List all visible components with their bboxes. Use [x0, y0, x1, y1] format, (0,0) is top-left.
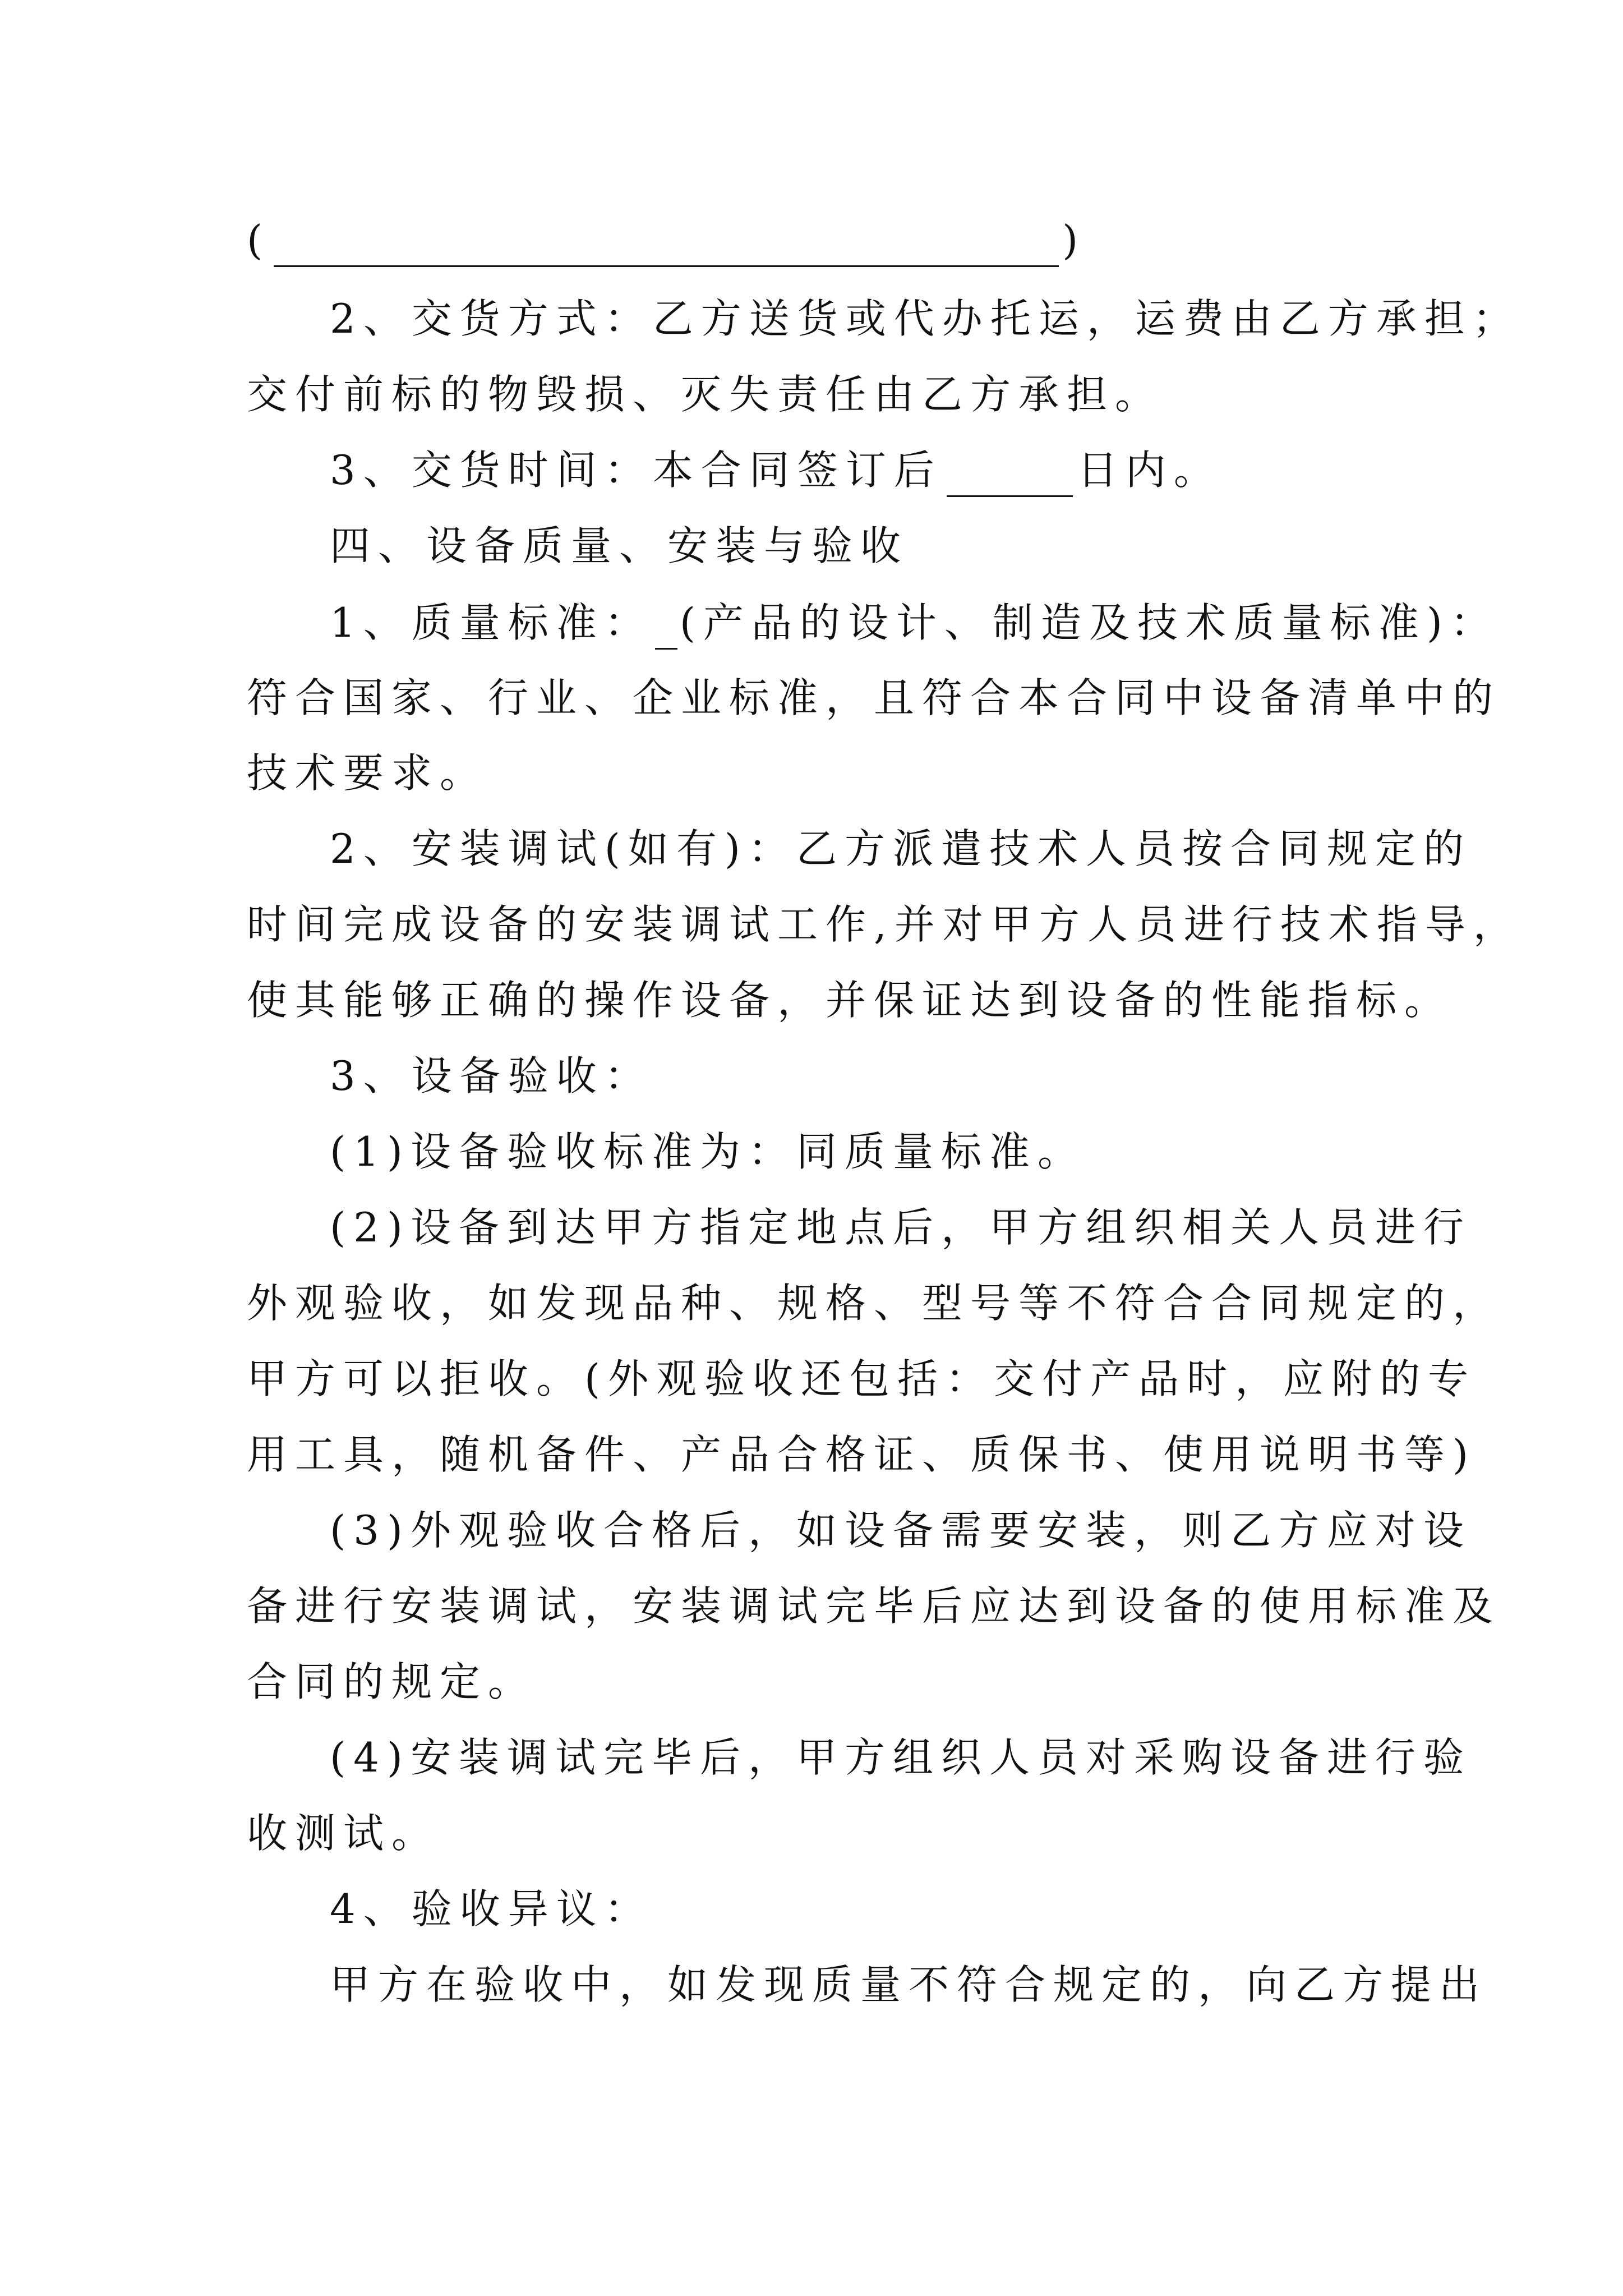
- acceptance-item-3-line-1: (3)外观验收合格后，如设备需要安装，则乙方应对设: [330, 1507, 1472, 1554]
- install-line-3: 使其能够正确的操作设备，并保证达到设备的性能指标。: [247, 977, 1453, 1024]
- acceptance-item-2-line-4: 用工具，随机备件、产品合格证、质保书、使用说明书等): [247, 1431, 1477, 1478]
- acceptance-item-2-line-1: (2)设备到达甲方指定地点后，甲方组织相关人员进行: [330, 1204, 1472, 1251]
- delivery-days-blank: [947, 455, 1073, 497]
- acceptance-item-4-line-1: (4)安装调试完毕后，甲方组织人员对采购设备进行验: [330, 1734, 1472, 1781]
- acceptance-item-3-line-3: 合同的规定。: [247, 1658, 537, 1705]
- quality-prefix: 1、质量标准：: [330, 599, 653, 646]
- objection-line-1: 甲方在验收中，如发现质量不符合规定的，向乙方提出: [330, 1961, 1488, 2008]
- blank-underline: [274, 225, 1059, 267]
- acceptance-item-2-line-2: 外观验收，如发现品种、规格、型号等不符合合同规定的，: [247, 1280, 1501, 1327]
- quality-line-1: [330, 596, 1498, 650]
- delivery-method-line-2: 交付前标的物毁损、灭失责任由乙方承担。: [247, 371, 1164, 418]
- delivery-time-suffix: 日内。: [1077, 447, 1222, 494]
- acceptance-item-4-line-2: 收测试。: [247, 1810, 440, 1857]
- delivery-time-line: [330, 443, 1222, 497]
- quality-line-3: 技术要求。: [247, 749, 488, 797]
- acceptance-item-3-line-2: 备进行安装调试，安装调试完毕后应达到设备的使用标准及: [247, 1582, 1501, 1630]
- acceptance-item-1: (1)设备验收标准为：同质量标准。: [330, 1128, 1086, 1175]
- objection-heading: 4、验收异议：: [330, 1885, 653, 1932]
- blank-fill-line: [247, 213, 1086, 267]
- quality-blank: [655, 608, 677, 650]
- section-four-heading: 四、设备质量、安装与验收: [330, 522, 909, 569]
- quality-line-2: 符合国家、行业、企业标准，且符合本合同中设备清单中的: [247, 674, 1501, 721]
- quality-suffix: (产品的设计、制造及技术质量标准)：: [679, 599, 1498, 646]
- install-line-1: 2、安装调试(如有)：乙方派遣技术人员按合同规定的: [330, 825, 1472, 872]
- acceptance-item-2-line-3: 甲方可以拒收。(外观验收还包括：交付产品时，应附的专: [247, 1355, 1477, 1402]
- close-paren: ): [1062, 217, 1086, 264]
- acceptance-heading: 3、设备验收：: [330, 1052, 653, 1099]
- delivery-time-prefix: 3、交货时间：本合同签订后: [330, 447, 942, 494]
- install-line-2: 时间完成设备的安装调试工作,并对甲方人员进行技术指导，: [247, 901, 1521, 948]
- open-paren: (: [247, 217, 271, 264]
- delivery-method-line-1: 2、交货方式：乙方送货或代办托运，运费由乙方承担；: [330, 295, 1521, 342]
